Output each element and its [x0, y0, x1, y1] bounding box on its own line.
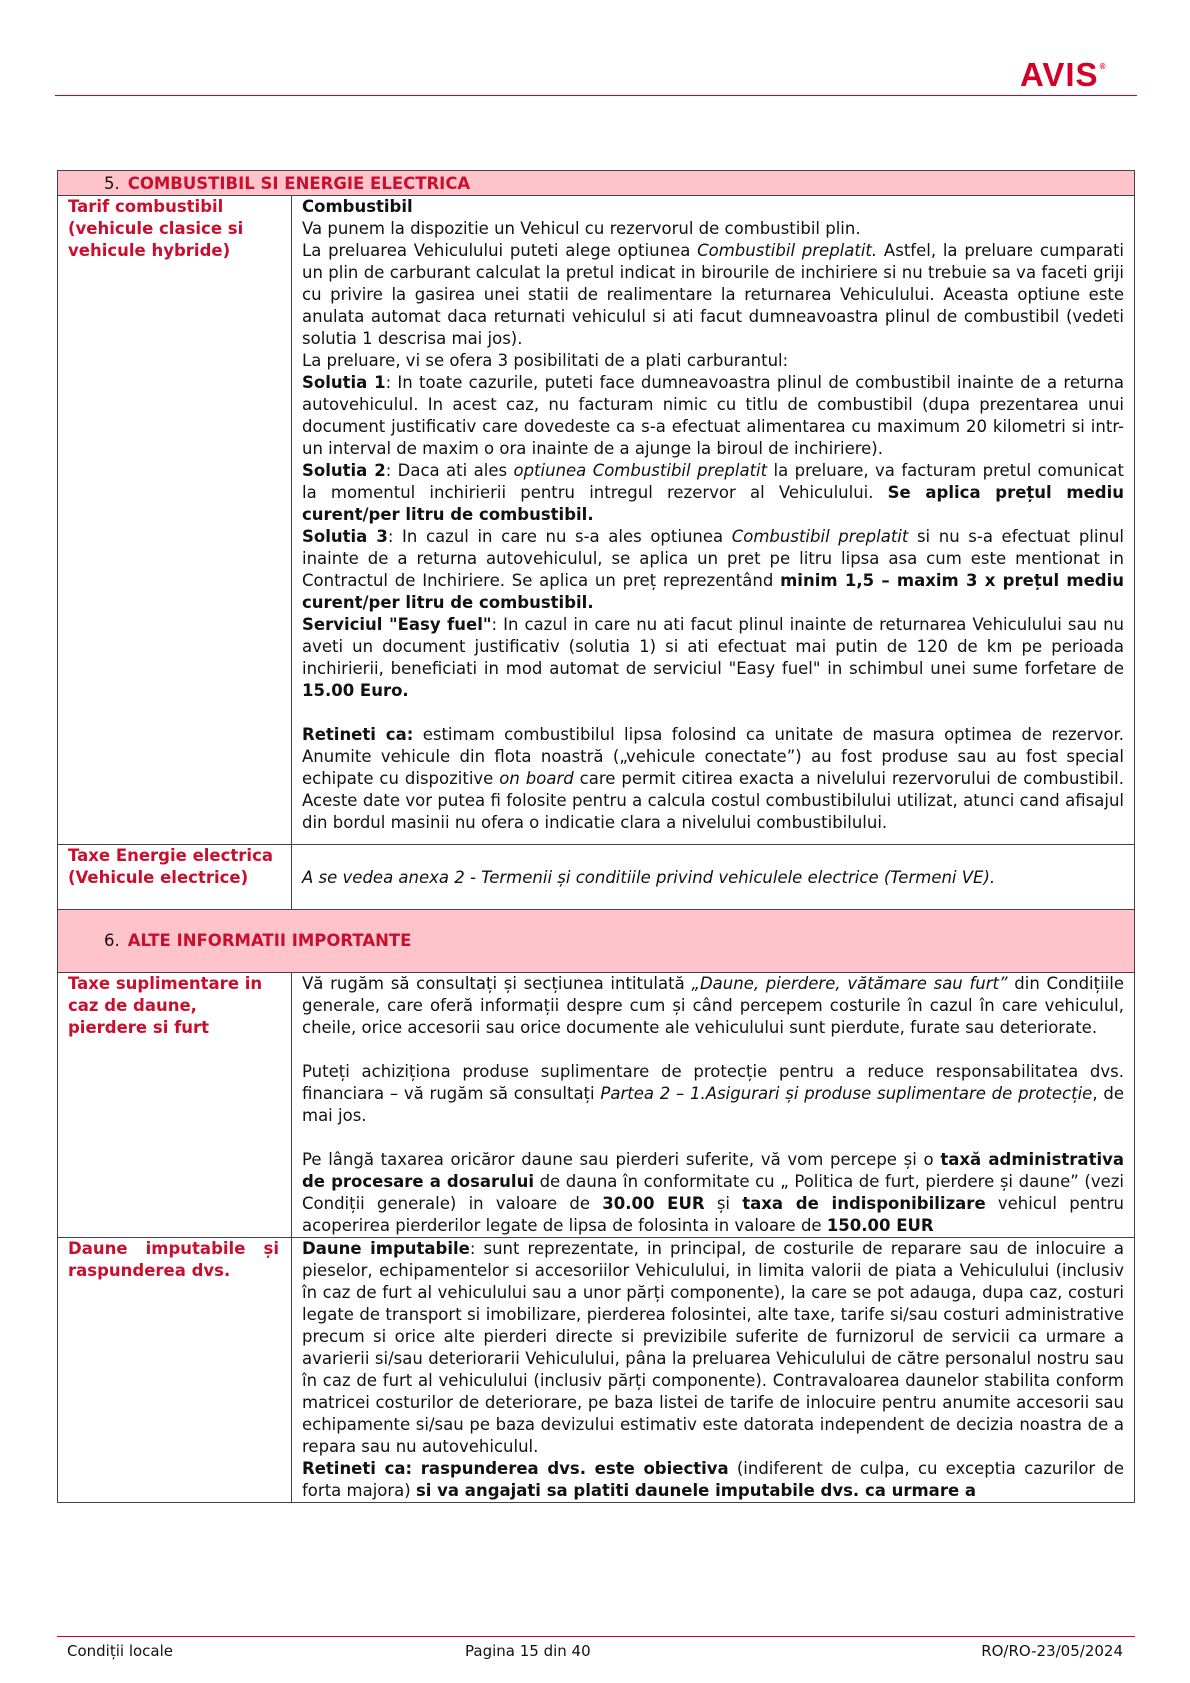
tarif-combustibil-row [58, 196, 1135, 845]
taxe-energie-row [58, 845, 1135, 910]
energie-text: A se vedea anexa 2 - Termenii și conditiile privind vehiculele electrice (Termeni VE). [302, 868, 996, 887]
row-content [292, 845, 1135, 910]
row-content [292, 196, 1135, 845]
row-label: Taxe Energie electrica (Vehicule electrice) [58, 845, 292, 910]
paragraph: Daune imputabile: sunt reprezentate, in principal, de costurile de reparare sau de inlocuire a pieselor, echipamentelor si accesoriilor Vehiculului, in limita valorii de piata a Vehiculului (inclusiv în caz de furt al vehiculului sau a unor părți componente), la care se pot adauga, dupa caz, costuri legate de transport si imobilizare, pierderea folosintei, alte taxe, tarife si/sau costuri administrative precum si orice alte pierderi directe si previzibile suferite de furnizorul de servicii ca urmare a avarierii si/sau deteriorarii Vehiculului, pâna la preluarea Vehiculului de către personalul nostru sau în caz de furt al vehiculului (inclusiv părți componente). Contravaloarea daunelor stabilita conform matricei costurilor de deteriorare, pe baza listei de tarife de inlocuire pentru anumite accesorii sau echipamente si/sau pe baza devizului estimativ este datorata independent de decizia noastra de a repara sau nu autovehiculul. [302, 1239, 1125, 1456]
paragraph: La preluare, vi se ofera 3 posibilitati de a plati carburantul: [302, 351, 789, 370]
paragraph: Retineti ca: raspunderea dvs. este obiectiva (indiferent de culpa, cu exceptia cazurilor de forta majora) si va angajati sa platiti daunele imputabile dvs. ca urmare a [302, 1459, 1125, 1500]
subheading: Combustibil [302, 197, 413, 216]
taxe-suplimentare-row [58, 973, 1135, 1238]
solution-3: Solutia 3: In cazul in care nu s-a ales optiunea Combustibil preplatit si nu s-a efectuat plinul inainte de a returna autovehiculul, se aplica un pret pe litru lipsa asa cum este mentionat in Contractul de Inchiriere. Se aplica un preț reprezentând minim 1,5 – maxim 3 x prețul mediu curent/per litru de combustibil. [302, 527, 1124, 612]
paragraph: Puteți achiziționa produse suplimentare de protecție pentru a reduce responsabilitatea dvs. financiara – vă rugăm să consultați Partea 2 – 1.Asigurari și produse suplimentare de protecție, de mai jos. [302, 1062, 1124, 1125]
conditions-table [57, 170, 1135, 1503]
easy-fuel: Serviciul "Easy fuel": In cazul in care nu ati facut plinul inainte de returnarea Vehiculului sau nu aveti un document justificativ (solutia 1) si ati efectuat mai putin de 120 de km pe perioada inchirierii, beneficiati in mod automat de serviciul "Easy fuel" in schimbul unei sume forfetare de 15.00 Euro. [302, 615, 1124, 700]
header-rule [55, 95, 1137, 96]
section-5-header [58, 171, 1135, 196]
footer-rule [57, 1636, 1135, 1637]
row-content [292, 973, 1135, 1238]
daune-imputabile-row [58, 1238, 1135, 1503]
registered-mark: ® [1099, 62, 1107, 71]
logo-text: AVIS [1020, 56, 1099, 93]
document-reference: RO/RO-23/05/2024 [981, 1642, 1123, 1660]
section-5-header-row [58, 171, 1135, 196]
section-number: 6. [104, 931, 120, 950]
section-6-header-row [58, 910, 1135, 973]
row-label: Tarif combustibil (vehicule clasice si vehicule hybride) [58, 196, 292, 845]
paragraph: Pe lângă taxarea oricăror daune sau pierderi suferite, vă vom percepe și o taxă administrativa de procesare a dosarului de dauna în conformitate cu „ Politica de furt, pierdere și daune” (vezi Condiții generale) in valoare de 30.00 EUR și taxa de indisponibilizare vehicul pentru acoperirea pierderilor legate de lipsa de folosinta in valoare de 150.00 EUR [302, 1150, 1125, 1235]
page-number: Pagina 15 din 40 [465, 1642, 591, 1660]
row-content [292, 1238, 1135, 1503]
avis-logo [1020, 56, 1106, 94]
section-6-header [58, 910, 1135, 973]
paragraph: La preluarea Vehiculului puteti alege optiunea Combustibil preplatit. Astfel, la preluare cumparati un plin de carburant calculat la pretul indicat in birourile de inchiriere si nu trebuie sa va faceti griji cu privire la gasirea unei statii de realimentare la returnarea Vehiculului. Aceasta optiune este anulata automat daca returnati vehiculul si ati facut dumneavoastra plinul de combustibil (vedeti solutia 1 descrisa mai jos). [302, 241, 1124, 348]
row-label: Daune imputabile și raspunderea dvs. [58, 1238, 292, 1503]
footer-title: Condiții locale [67, 1642, 174, 1660]
solution-1: Solutia 1: In toate cazurile, puteti face dumneavoastra plinul de combustibil inainte de a returna autovehiculul. In acest caz, nu facturam nimic cu titlu de combustibil (dupa prezentarea unui document justificativ care dovedeste ca s-a efectuat alimentarea cu maximum 20 kilometri si intr-un interval de maxim o ora inainte de a ajunge la biroul de inchiriere). [302, 373, 1124, 458]
paragraph: Vă rugăm să consultați și secțiunea intitulată „Daune, pierdere, vătămare sau furt” din Condițiile generale, care oferă informații despre cum și când percepem costurile în cazul în care vehiculul, cheile, orice accesorii sau orice documente ale vehiculului sunt pierdute, furate sau deteriorate. [302, 974, 1125, 1037]
paragraph: Va punem la dispozitie un Vehicul cu rezervorul de combustibil plin. [302, 219, 861, 238]
section-number: 5. [104, 174, 120, 193]
solution-2: Solutia 2: Daca ati ales optiunea Combustibil preplatit la preluare, va facturam pretul comunicat la momentul inchirierii pentru intregul rezervor al Vehiculului. Se aplica prețul mediu curent/per litru de combustibil. [302, 461, 1124, 524]
section-title: COMBUSTIBIL SI ENERGIE ELECTRICA [127, 174, 471, 193]
note: Retineti ca: estimam combustibilul lipsa folosind ca unitate de masura optimea de rezervor. Anumite vehicule din flota noastră („vehicule conectate”) au fost produse sau au fost special echipate cu dispozitive on board care permit citirea exacta a nivelului rezervorului de combustibil. Aceste date vor putea fi folosite pentru a calcula costul combustibilului utilizat, atunci cand afisajul din bordul masinii nu ofera o indicatie clara a nivelului combustibilului. [302, 725, 1124, 832]
section-title: ALTE INFORMATII IMPORTANTE [127, 931, 412, 950]
row-label: Taxe suplimentare in caz de daune, pierdere si furt [58, 973, 292, 1238]
